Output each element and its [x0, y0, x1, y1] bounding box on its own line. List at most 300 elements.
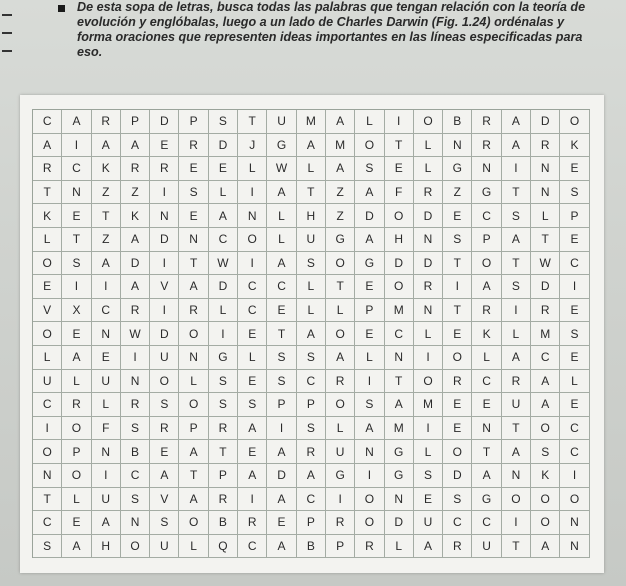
grid-cell: T: [33, 181, 62, 205]
grid-cell: N: [560, 535, 589, 559]
grid-cell: L: [414, 440, 443, 464]
grid-cell: N: [472, 157, 501, 181]
grid-cell: V: [33, 299, 62, 323]
grid-cell: O: [62, 417, 91, 441]
grid-cell: E: [62, 322, 91, 346]
grid-cell: I: [385, 110, 414, 134]
grid-cell: A: [502, 440, 531, 464]
grid-cell: O: [326, 252, 355, 276]
grid-cell: S: [209, 370, 238, 394]
grid-cell: N: [531, 181, 560, 205]
grid-cell: Z: [326, 204, 355, 228]
grid-cell: E: [179, 204, 208, 228]
grid-cell: I: [502, 511, 531, 535]
grid-cell: N: [150, 204, 179, 228]
grid-cell: L: [414, 157, 443, 181]
grid-cell: I: [326, 488, 355, 512]
grid-cell: L: [297, 275, 326, 299]
grid-cell: V: [150, 275, 179, 299]
grid-cell: O: [179, 322, 208, 346]
grid-cell: S: [209, 393, 238, 417]
grid-cell: G: [472, 488, 501, 512]
grid-cell: U: [297, 228, 326, 252]
grid-cell: N: [502, 464, 531, 488]
grid-cell: A: [502, 346, 531, 370]
grid-cell: E: [179, 157, 208, 181]
grid-cell: S: [355, 393, 384, 417]
grid-cell: I: [238, 181, 267, 205]
grid-cell: L: [179, 535, 208, 559]
grid-cell: T: [502, 181, 531, 205]
grid-cell: C: [385, 322, 414, 346]
grid-cell: E: [62, 204, 91, 228]
grid-cell: R: [472, 299, 501, 323]
grid-cell: R: [472, 110, 501, 134]
grid-cell: A: [297, 134, 326, 158]
grid-cell: O: [531, 488, 560, 512]
grid-cell: L: [209, 181, 238, 205]
grid-cell: R: [121, 299, 150, 323]
grid-cell: E: [238, 370, 267, 394]
grid-cell: R: [414, 275, 443, 299]
grid-cell: L: [326, 299, 355, 323]
grid-cell: N: [238, 204, 267, 228]
grid-cell: I: [502, 157, 531, 181]
grid-cell: G: [267, 134, 296, 158]
grid-cell: A: [385, 393, 414, 417]
grid-cell: F: [92, 417, 121, 441]
grid-cell: N: [531, 157, 560, 181]
grid-cell: E: [150, 440, 179, 464]
grid-cell: I: [238, 252, 267, 276]
grid-cell: R: [92, 110, 121, 134]
grid-cell: L: [414, 322, 443, 346]
grid-cell: C: [443, 511, 472, 535]
grid-cell: L: [267, 228, 296, 252]
grid-cell: D: [531, 275, 560, 299]
grid-cell: R: [209, 417, 238, 441]
grid-cell: M: [297, 110, 326, 134]
grid-cell: O: [531, 511, 560, 535]
grid-cell: L: [62, 488, 91, 512]
grid-cell: D: [150, 228, 179, 252]
grid-cell: N: [414, 228, 443, 252]
grid-cell: E: [238, 322, 267, 346]
grid-cell: D: [121, 252, 150, 276]
grid-cell: N: [92, 440, 121, 464]
grid-cell: M: [414, 393, 443, 417]
grid-cell: B: [297, 535, 326, 559]
grid-cell: N: [179, 228, 208, 252]
grid-cell: O: [385, 275, 414, 299]
grid-cell: T: [209, 440, 238, 464]
grid-cell: E: [355, 275, 384, 299]
grid-cell: F: [385, 181, 414, 205]
grid-cell: C: [62, 157, 91, 181]
grid-cell: L: [531, 204, 560, 228]
grid-cell: O: [443, 440, 472, 464]
grid-cell: S: [33, 535, 62, 559]
grid-cell: G: [209, 346, 238, 370]
grid-cell: R: [121, 157, 150, 181]
grid-cell: A: [355, 181, 384, 205]
grid-cell: L: [355, 346, 384, 370]
grid-cell: R: [150, 417, 179, 441]
grid-cell: S: [267, 370, 296, 394]
grid-cell: L: [297, 157, 326, 181]
grid-cell: E: [560, 346, 589, 370]
grid-cell: R: [326, 370, 355, 394]
grid-cell: S: [297, 346, 326, 370]
grid-cell: C: [531, 346, 560, 370]
grid-cell: C: [238, 275, 267, 299]
grid-cell: L: [267, 204, 296, 228]
grid-cell: I: [414, 346, 443, 370]
grid-cell: O: [33, 440, 62, 464]
grid-cell: Z: [326, 181, 355, 205]
grid-cell: L: [560, 370, 589, 394]
grid-cell: D: [385, 511, 414, 535]
instructions-text: De esta sopa de letras, busca todas las palabras que tengan relación con la teoría de evolución y englóbalas, luego a un lado de Charles Darwin (Fig. 1.24) ordénalas y forma oraciones que representen ideas importantes en las líneas especificadas para eso.: [77, 0, 586, 59]
grid-cell: T: [179, 252, 208, 276]
grid-cell: J: [238, 134, 267, 158]
grid-cell: R: [502, 370, 531, 394]
grid-cell: T: [385, 370, 414, 394]
grid-cell: R: [33, 157, 62, 181]
grid-cell: P: [209, 464, 238, 488]
grid-cell: R: [414, 181, 443, 205]
grid-cell: P: [179, 417, 208, 441]
grid-cell: L: [414, 134, 443, 158]
grid-cell: W: [267, 157, 296, 181]
grid-cell: D: [267, 464, 296, 488]
grid-cell: E: [560, 157, 589, 181]
grid-cell: R: [209, 488, 238, 512]
grid-cell: T: [531, 228, 560, 252]
grid-cell: N: [472, 417, 501, 441]
grid-cell: T: [502, 252, 531, 276]
grid-cell: B: [209, 511, 238, 535]
bullet-icon: [58, 5, 65, 12]
grid-cell: Z: [121, 181, 150, 205]
grid-cell: A: [355, 417, 384, 441]
grid-cell: R: [443, 535, 472, 559]
grid-cell: A: [92, 134, 121, 158]
grid-cell: M: [385, 299, 414, 323]
grid-cell: O: [33, 252, 62, 276]
grid-cell: R: [297, 440, 326, 464]
grid-cell: P: [267, 393, 296, 417]
grid-cell: T: [92, 204, 121, 228]
grid-cell: U: [326, 440, 355, 464]
grid-cell: S: [267, 346, 296, 370]
grid-cell: R: [531, 299, 560, 323]
grid-cell: T: [297, 181, 326, 205]
grid-cell: O: [238, 228, 267, 252]
grid-cell: T: [443, 252, 472, 276]
grid-cell: I: [443, 275, 472, 299]
grid-cell: S: [121, 488, 150, 512]
grid-cell: O: [355, 488, 384, 512]
grid-cell: A: [238, 464, 267, 488]
grid-cell: E: [209, 157, 238, 181]
grid-cell: H: [92, 535, 121, 559]
grid-cell: R: [326, 511, 355, 535]
grid-cell: S: [150, 511, 179, 535]
grid-cell: G: [355, 252, 384, 276]
grid-cell: Z: [443, 181, 472, 205]
grid-cell: C: [238, 299, 267, 323]
grid-cell: B: [121, 440, 150, 464]
grid-cell: E: [443, 204, 472, 228]
grid-cell: N: [62, 181, 91, 205]
grid-cell: T: [267, 322, 296, 346]
grid-cell: N: [92, 322, 121, 346]
grid-cell: K: [560, 134, 589, 158]
grid-cell: X: [62, 299, 91, 323]
grid-cell: N: [121, 511, 150, 535]
grid-cell: L: [209, 299, 238, 323]
grid-cell: A: [179, 440, 208, 464]
grid-cell: U: [92, 488, 121, 512]
grid-cell: U: [92, 370, 121, 394]
grid-cell: G: [326, 464, 355, 488]
grid-cell: A: [414, 535, 443, 559]
grid-cell: E: [33, 275, 62, 299]
grid-cell: L: [62, 370, 91, 394]
grid-cell: A: [267, 440, 296, 464]
grid-cell: U: [150, 535, 179, 559]
grid-cell: S: [502, 275, 531, 299]
grid-cell: A: [92, 511, 121, 535]
grid-cell: D: [414, 204, 443, 228]
grid-cell: S: [62, 252, 91, 276]
word-search-sheet: [20, 95, 604, 573]
grid-cell: A: [326, 346, 355, 370]
grid-cell: A: [502, 228, 531, 252]
grid-cell: O: [414, 110, 443, 134]
grid-cell: K: [531, 464, 560, 488]
grid-cell: U: [502, 393, 531, 417]
grid-cell: A: [326, 110, 355, 134]
grid-cell: U: [150, 346, 179, 370]
grid-cell: C: [472, 370, 501, 394]
grid-cell: G: [385, 440, 414, 464]
grid-cell: L: [472, 346, 501, 370]
grid-cell: E: [238, 440, 267, 464]
grid-cell: P: [355, 299, 384, 323]
word-search-grid: [32, 109, 590, 558]
margin-marks: [0, 0, 18, 90]
grid-cell: O: [355, 511, 384, 535]
grid-cell: C: [560, 417, 589, 441]
grid-cell: A: [121, 228, 150, 252]
grid-cell: L: [179, 370, 208, 394]
grid-cell: H: [297, 204, 326, 228]
grid-cell: A: [179, 275, 208, 299]
grid-cell: S: [150, 393, 179, 417]
grid-cell: S: [560, 322, 589, 346]
grid-cell: M: [531, 322, 560, 346]
grid-cell: E: [560, 299, 589, 323]
grid-cell: A: [121, 134, 150, 158]
grid-cell: A: [502, 110, 531, 134]
grid-cell: I: [502, 299, 531, 323]
grid-cell: A: [62, 110, 91, 134]
grid-cell: E: [355, 322, 384, 346]
grid-cell: V: [150, 488, 179, 512]
grid-cell: N: [355, 440, 384, 464]
grid-cell: O: [414, 370, 443, 394]
grid-cell: S: [443, 488, 472, 512]
grid-cell: P: [62, 440, 91, 464]
grid-cell: A: [92, 252, 121, 276]
grid-cell: L: [502, 322, 531, 346]
grid-cell: T: [443, 299, 472, 323]
grid-cell: L: [297, 299, 326, 323]
grid-cell: K: [92, 157, 121, 181]
grid-cell: D: [209, 275, 238, 299]
grid-cell: N: [443, 134, 472, 158]
grid-cell: N: [560, 511, 589, 535]
grid-cell: C: [297, 370, 326, 394]
grid-cell: R: [179, 134, 208, 158]
grid-cell: N: [33, 464, 62, 488]
grid-cell: M: [385, 417, 414, 441]
grid-cell: O: [472, 252, 501, 276]
grid-cell: U: [414, 511, 443, 535]
grid-cell: C: [472, 511, 501, 535]
grid-cell: A: [531, 535, 560, 559]
grid-cell: T: [33, 488, 62, 512]
grid-cell: O: [121, 535, 150, 559]
grid-cell: R: [355, 535, 384, 559]
grid-cell: I: [121, 346, 150, 370]
grid-cell: A: [62, 535, 91, 559]
grid-cell: S: [297, 417, 326, 441]
grid-cell: L: [92, 393, 121, 417]
grid-cell: O: [150, 370, 179, 394]
grid-cell: A: [121, 275, 150, 299]
grid-cell: A: [531, 393, 560, 417]
grid-cell: S: [560, 181, 589, 205]
grid-cell: I: [560, 464, 589, 488]
grid-cell: P: [121, 110, 150, 134]
grid-cell: L: [33, 228, 62, 252]
grid-cell: O: [560, 488, 589, 512]
grid-cell: D: [385, 252, 414, 276]
grid-cell: C: [209, 228, 238, 252]
grid-cell: E: [560, 228, 589, 252]
grid-cell: E: [443, 322, 472, 346]
grid-cell: N: [121, 370, 150, 394]
grid-cell: O: [443, 346, 472, 370]
grid-cell: B: [443, 110, 472, 134]
grid-cell: A: [502, 134, 531, 158]
grid-cell: T: [238, 110, 267, 134]
grid-cell: R: [443, 370, 472, 394]
grid-cell: L: [326, 417, 355, 441]
grid-cell: U: [267, 110, 296, 134]
grid-cell: A: [209, 204, 238, 228]
grid-cell: E: [267, 511, 296, 535]
grid-cell: D: [414, 252, 443, 276]
grid-cell: C: [472, 204, 501, 228]
grid-cell: G: [326, 228, 355, 252]
grid-cell: C: [560, 440, 589, 464]
grid-cell: Q: [209, 535, 238, 559]
grid-cell: R: [238, 511, 267, 535]
grid-cell: A: [179, 488, 208, 512]
grid-cell: C: [121, 464, 150, 488]
grid-cell: L: [238, 346, 267, 370]
grid-cell: I: [62, 275, 91, 299]
grid-cell: I: [150, 252, 179, 276]
grid-cell: O: [179, 393, 208, 417]
grid-cell: A: [531, 370, 560, 394]
grid-cell: E: [150, 134, 179, 158]
grid-cell: R: [531, 134, 560, 158]
grid-cell: G: [443, 157, 472, 181]
grid-cell: R: [150, 157, 179, 181]
grid-cell: W: [531, 252, 560, 276]
grid-cell: T: [502, 417, 531, 441]
grid-cell: A: [297, 464, 326, 488]
grid-cell: I: [355, 370, 384, 394]
grid-cell: A: [33, 134, 62, 158]
grid-cell: A: [355, 228, 384, 252]
grid-cell: R: [472, 134, 501, 158]
grid-cell: I: [150, 181, 179, 205]
grid-cell: I: [33, 417, 62, 441]
grid-cell: W: [121, 322, 150, 346]
grid-cell: G: [472, 181, 501, 205]
grid-cell: A: [472, 275, 501, 299]
grid-cell: A: [267, 181, 296, 205]
grid-cell: T: [62, 228, 91, 252]
grid-cell: E: [472, 393, 501, 417]
grid-cell: I: [355, 464, 384, 488]
grid-cell: S: [502, 204, 531, 228]
grid-cell: T: [385, 134, 414, 158]
grid-cell: E: [560, 393, 589, 417]
grid-cell: A: [297, 322, 326, 346]
grid-cell: I: [150, 299, 179, 323]
grid-cell: C: [33, 511, 62, 535]
grid-cell: I: [414, 417, 443, 441]
grid-cell: C: [238, 535, 267, 559]
grid-cell: C: [560, 252, 589, 276]
grid-cell: U: [33, 370, 62, 394]
grid-cell: H: [385, 228, 414, 252]
grid-cell: I: [209, 322, 238, 346]
grid-cell: Z: [92, 228, 121, 252]
grid-cell: S: [209, 110, 238, 134]
grid-cell: T: [472, 440, 501, 464]
grid-cell: A: [62, 346, 91, 370]
grid-cell: S: [414, 464, 443, 488]
grid-cell: R: [121, 393, 150, 417]
grid-cell: R: [62, 393, 91, 417]
grid-cell: Z: [92, 181, 121, 205]
grid-cell: T: [179, 464, 208, 488]
grid-cell: O: [560, 110, 589, 134]
grid-cell: G: [385, 464, 414, 488]
grid-cell: C: [33, 393, 62, 417]
grid-cell: P: [297, 393, 326, 417]
grid-cell: P: [326, 535, 355, 559]
grid-cell: I: [92, 464, 121, 488]
